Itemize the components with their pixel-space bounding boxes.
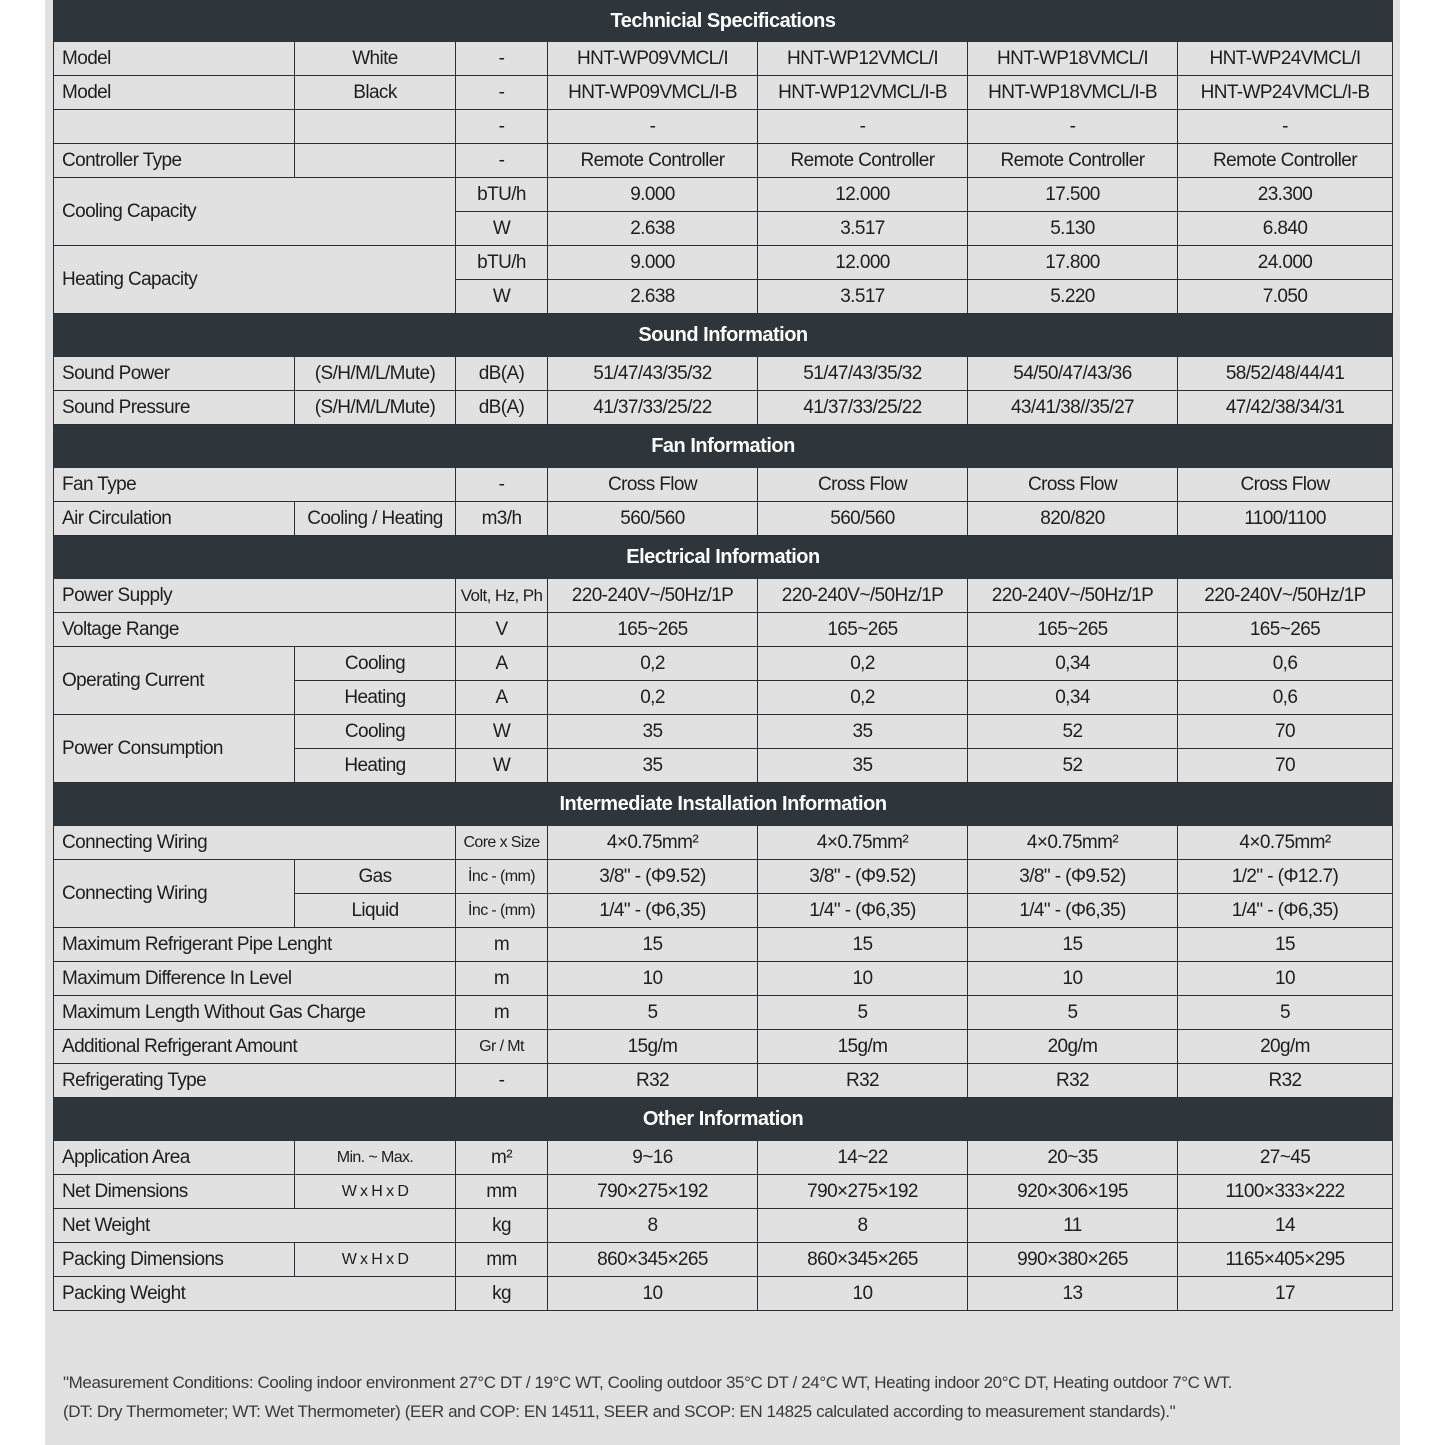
table-row-air-circulation: [54, 502, 1393, 536]
cell-value: 2.638: [548, 280, 758, 314]
row-unit: W: [456, 749, 548, 783]
cell-value: R32: [1178, 1064, 1393, 1098]
section-title: Sound Information: [54, 314, 1393, 357]
section-header-technical: [54, 1, 1393, 42]
cell-value: Remote Controller: [968, 144, 1178, 178]
specifications-table: [53, 0, 1393, 1311]
cell-value: 4×0.75mm²: [548, 826, 758, 860]
row-unit: mm: [456, 1243, 548, 1277]
row-unit: -: [456, 468, 548, 502]
cell-value: 0,34: [968, 681, 1178, 715]
row-label: Net Dimensions: [54, 1175, 295, 1209]
row-label: Connecting Wiring: [54, 860, 295, 928]
row-label: Maximum Refrigerant Pipe Lenght: [54, 928, 456, 962]
row-label: Power Consumption: [54, 715, 295, 783]
cell-value: 15: [1178, 928, 1393, 962]
cell-value: 51/47/43/35/32: [548, 357, 758, 391]
cell-value: 17: [1178, 1277, 1393, 1311]
row-sublabel: Cooling / Heating: [295, 502, 456, 536]
row-label: Refrigerating Type: [54, 1064, 456, 1098]
section-header-electrical: [54, 536, 1393, 579]
row-label: Net Weight: [54, 1209, 456, 1243]
row-unit: m3/h: [456, 502, 548, 536]
row-label: Air Circulation: [54, 502, 295, 536]
cell-value: 11: [968, 1209, 1178, 1243]
table-row-heating-capacity-btu: [54, 246, 1393, 280]
cell-value: 0,6: [1178, 681, 1393, 715]
row-sublabel: White: [295, 42, 456, 76]
cell-value: R32: [968, 1064, 1178, 1098]
row-unit: -: [456, 144, 548, 178]
row-sublabel: W x H x D: [295, 1243, 456, 1277]
cell-value: 15: [548, 928, 758, 962]
cell-value: -: [758, 110, 968, 144]
row-label: Sound Power: [54, 357, 295, 391]
row-unit: Core x Size: [456, 826, 548, 860]
row-unit: m²: [456, 1141, 548, 1175]
row-sublabel: Min. ~ Max.: [295, 1141, 456, 1175]
cell-value: Remote Controller: [1178, 144, 1393, 178]
row-unit: dB(A): [456, 391, 548, 425]
row-label: Heating Capacity: [54, 246, 456, 314]
row-unit: bTU/h: [456, 178, 548, 212]
spec-sheet: [45, 0, 1400, 1445]
row-sublabel: Cooling: [295, 647, 456, 681]
table-row-power-supply: [54, 579, 1393, 613]
row-unit: Volt, Hz, Ph: [456, 579, 548, 613]
table-row-max-pipe-length: [54, 928, 1393, 962]
cell-value: 0,2: [548, 681, 758, 715]
cell-value: 10: [548, 1277, 758, 1311]
cell-value: R32: [548, 1064, 758, 1098]
row-unit: W: [456, 280, 548, 314]
cell-value: 10: [758, 1277, 968, 1311]
cell-value: 4×0.75mm²: [968, 826, 1178, 860]
cell-value: 0,2: [758, 681, 968, 715]
cell-value: 820/820: [968, 502, 1178, 536]
row-sublabel: Heating: [295, 749, 456, 783]
table-row-blank: [54, 110, 1393, 144]
cell-value: 52: [968, 749, 1178, 783]
row-label: Packing Weight: [54, 1277, 456, 1311]
row-unit: m: [456, 928, 548, 962]
section-title: Other Information: [54, 1098, 1393, 1141]
row-unit: m: [456, 996, 548, 1030]
measurement-footnote: [63, 1368, 1383, 1426]
cell-value: HNT-WP18VMCL/I: [968, 42, 1178, 76]
row-label: Additional Refrigerant Amount: [54, 1030, 456, 1064]
cell-value: 9.000: [548, 178, 758, 212]
cell-value: 220-240V~/50Hz/1P: [1178, 579, 1393, 613]
section-title: Intermediate Installation Information: [54, 783, 1393, 826]
cell-value: 23.300: [1178, 178, 1393, 212]
cell-value: 14~22: [758, 1141, 968, 1175]
cell-value: 35: [758, 715, 968, 749]
cell-value: 58/52/48/44/41: [1178, 357, 1393, 391]
table-row-max-level-difference: [54, 962, 1393, 996]
table-row-application-area: [54, 1141, 1393, 1175]
row-label: Sound Pressure: [54, 391, 295, 425]
row-sublabel: W x H x D: [295, 1175, 456, 1209]
cell-value: 1/4" - (Φ6,35): [758, 894, 968, 928]
row-sublabel: Cooling: [295, 715, 456, 749]
cell-value: Cross Flow: [1178, 468, 1393, 502]
row-sublabel: [295, 110, 456, 144]
cell-value: 0,6: [1178, 647, 1393, 681]
cell-value: 17.800: [968, 246, 1178, 280]
cell-value: 8: [548, 1209, 758, 1243]
row-label: [54, 110, 295, 144]
cell-value: 860×345×265: [758, 1243, 968, 1277]
cell-value: 52: [968, 715, 1178, 749]
cell-value: 4×0.75mm²: [1178, 826, 1393, 860]
table-row-net-weight: [54, 1209, 1393, 1243]
table-row-net-dimensions: [54, 1175, 1393, 1209]
cell-value: 1100/1100: [1178, 502, 1393, 536]
cell-value: Remote Controller: [548, 144, 758, 178]
cell-value: 15: [758, 928, 968, 962]
row-unit: bTU/h: [456, 246, 548, 280]
cell-value: 5.220: [968, 280, 1178, 314]
section-header-installation: [54, 783, 1393, 826]
cell-value: 6.840: [1178, 212, 1393, 246]
footnote-line-1: "Measurement Conditions: Cooling indoor environment 27°C DT / 19°C WT, Cooling outdoor 35°C DT / 24°C WT, Heating indoor 20°C DT, Heating outdoor 7°C WT.: [63, 1373, 1232, 1392]
cell-value: 41/37/33/25/22: [548, 391, 758, 425]
cell-value: 35: [548, 715, 758, 749]
cell-value: 1/4" - (Φ6,35): [548, 894, 758, 928]
cell-value: Remote Controller: [758, 144, 968, 178]
cell-value: 165~265: [758, 613, 968, 647]
cell-value: Cross Flow: [548, 468, 758, 502]
table-row-additional-refrigerant: [54, 1030, 1393, 1064]
section-title: Technicial Specifications: [54, 1, 1393, 42]
cell-value: 1/2" - (Φ12.7): [1178, 860, 1393, 894]
row-sublabel: [295, 144, 456, 178]
cell-value: 15g/m: [548, 1030, 758, 1064]
row-sublabel: Gas: [295, 860, 456, 894]
row-unit: Gr / Mt: [456, 1030, 548, 1064]
row-unit: kg: [456, 1277, 548, 1311]
row-unit: kg: [456, 1209, 548, 1243]
cell-value: 12.000: [758, 246, 968, 280]
table-row-model-black: [54, 76, 1393, 110]
cell-value: 220-240V~/50Hz/1P: [968, 579, 1178, 613]
cell-value: 560/560: [548, 502, 758, 536]
cell-value: 47/42/38/34/31: [1178, 391, 1393, 425]
row-unit: -: [456, 42, 548, 76]
row-label: Application Area: [54, 1141, 295, 1175]
row-label: Model: [54, 76, 295, 110]
cell-value: 3/8" - (Φ9.52): [968, 860, 1178, 894]
row-label: Voltage Range: [54, 613, 456, 647]
table-row-packing-weight: [54, 1277, 1393, 1311]
row-label: Operating Current: [54, 647, 295, 715]
row-unit: W: [456, 715, 548, 749]
cell-value: 10: [758, 962, 968, 996]
cell-value: 15: [968, 928, 1178, 962]
row-label: Controller Type: [54, 144, 295, 178]
row-unit: -: [456, 110, 548, 144]
cell-value: 9.000: [548, 246, 758, 280]
cell-value: 2.638: [548, 212, 758, 246]
cell-value: 3.517: [758, 212, 968, 246]
row-sublabel: Liquid: [295, 894, 456, 928]
table-row-controller-type: [54, 144, 1393, 178]
table-row-model-white: [54, 42, 1393, 76]
cell-value: 70: [1178, 715, 1393, 749]
row-label: Maximum Length Without Gas Charge: [54, 996, 456, 1030]
cell-value: 17.500: [968, 178, 1178, 212]
cell-value: 54/50/47/43/36: [968, 357, 1178, 391]
row-unit: A: [456, 681, 548, 715]
section-title: Electrical Information: [54, 536, 1393, 579]
cell-value: HNT-WP24VMCL/I: [1178, 42, 1393, 76]
section-header-fan: [54, 425, 1393, 468]
cell-value: 790×275×192: [548, 1175, 758, 1209]
cell-value: Cross Flow: [968, 468, 1178, 502]
cell-value: 0,2: [548, 647, 758, 681]
cell-value: 165~265: [548, 613, 758, 647]
cell-value: 27~45: [1178, 1141, 1393, 1175]
row-unit: İnc - (mm): [456, 894, 548, 928]
cell-value: 560/560: [758, 502, 968, 536]
row-label: Cooling Capacity: [54, 178, 456, 246]
cell-value: 43/41/38//35/27: [968, 391, 1178, 425]
cell-value: 20~35: [968, 1141, 1178, 1175]
cell-value: 12.000: [758, 178, 968, 212]
row-unit: A: [456, 647, 548, 681]
cell-value: 10: [1178, 962, 1393, 996]
cell-value: 5.130: [968, 212, 1178, 246]
cell-value: 5: [548, 996, 758, 1030]
table-row-power-consumption-cooling: [54, 715, 1393, 749]
cell-value: 9~16: [548, 1141, 758, 1175]
footnote-line-2: (DT: Dry Thermometer; WT: Wet Thermometer) (EER and COP: EN 14511, SEER and SCOP: EN 14825 calculated according to measurement standards).": [63, 1402, 1176, 1421]
cell-value: 3/8" - (Φ9.52): [548, 860, 758, 894]
cell-value: 3/8" - (Φ9.52): [758, 860, 968, 894]
row-label: Maximum Difference In Level: [54, 962, 456, 996]
table-row-cooling-capacity-btu: [54, 178, 1393, 212]
cell-value: 5: [1178, 996, 1393, 1030]
cell-value: 10: [968, 962, 1178, 996]
cell-value: 1/4" - (Φ6,35): [968, 894, 1178, 928]
table-row-packing-dimensions: [54, 1243, 1393, 1277]
section-header-sound: [54, 314, 1393, 357]
cell-value: HNT-WP18VMCL/I-B: [968, 76, 1178, 110]
cell-value: HNT-WP09VMCL/I: [548, 42, 758, 76]
cell-value: 790×275×192: [758, 1175, 968, 1209]
section-title: Fan Information: [54, 425, 1393, 468]
cell-value: 220-240V~/50Hz/1P: [758, 579, 968, 613]
cell-value: 165~265: [1178, 613, 1393, 647]
cell-value: 13: [968, 1277, 1178, 1311]
row-unit: m: [456, 962, 548, 996]
cell-value: 10: [548, 962, 758, 996]
cell-value: -: [968, 110, 1178, 144]
cell-value: 20g/m: [968, 1030, 1178, 1064]
table-row-fan-type: [54, 468, 1393, 502]
cell-value: HNT-WP09VMCL/I-B: [548, 76, 758, 110]
cell-value: 7.050: [1178, 280, 1393, 314]
row-unit: W: [456, 212, 548, 246]
table-row-operating-current-cooling: [54, 647, 1393, 681]
cell-value: 51/47/43/35/32: [758, 357, 968, 391]
row-sublabel: Heating: [295, 681, 456, 715]
cell-value: HNT-WP12VMCL/I-B: [758, 76, 968, 110]
row-label: Connecting Wiring: [54, 826, 456, 860]
row-unit: mm: [456, 1175, 548, 1209]
row-label: Fan Type: [54, 468, 456, 502]
cell-value: 165~265: [968, 613, 1178, 647]
table-row-sound-power: [54, 357, 1393, 391]
cell-value: 220-240V~/50Hz/1P: [548, 579, 758, 613]
cell-value: 1165×405×295: [1178, 1243, 1393, 1277]
cell-value: 4×0.75mm²: [758, 826, 968, 860]
table-row-max-length-no-charge: [54, 996, 1393, 1030]
cell-value: 41/37/33/25/22: [758, 391, 968, 425]
cell-value: -: [548, 110, 758, 144]
row-label: Model: [54, 42, 295, 76]
section-header-other: [54, 1098, 1393, 1141]
cell-value: 990×380×265: [968, 1243, 1178, 1277]
cell-value: HNT-WP24VMCL/I-B: [1178, 76, 1393, 110]
cell-value: 5: [758, 996, 968, 1030]
cell-value: -: [1178, 110, 1393, 144]
cell-value: 1100×333×222: [1178, 1175, 1393, 1209]
cell-value: 8: [758, 1209, 968, 1243]
cell-value: 1/4" - (Φ6,35): [1178, 894, 1393, 928]
row-unit: -: [456, 76, 548, 110]
cell-value: R32: [758, 1064, 968, 1098]
table-row-refrigerant-type: [54, 1064, 1393, 1098]
cell-value: 14: [1178, 1209, 1393, 1243]
cell-value: 24.000: [1178, 246, 1393, 280]
cell-value: HNT-WP12VMCL/I: [758, 42, 968, 76]
row-sublabel: (S/H/M/L/Mute): [295, 357, 456, 391]
cell-value: 20g/m: [1178, 1030, 1393, 1064]
table-row-pipe-gas: [54, 860, 1393, 894]
row-unit: İnc - (mm): [456, 860, 548, 894]
row-unit: V: [456, 613, 548, 647]
cell-value: 920×306×195: [968, 1175, 1178, 1209]
table-row-connecting-wiring: [54, 826, 1393, 860]
cell-value: Cross Flow: [758, 468, 968, 502]
row-unit: dB(A): [456, 357, 548, 391]
row-sublabel: Black: [295, 76, 456, 110]
row-label: Power Supply: [54, 579, 456, 613]
row-sublabel: (S/H/M/L/Mute): [295, 391, 456, 425]
cell-value: 35: [548, 749, 758, 783]
row-unit: -: [456, 1064, 548, 1098]
cell-value: 3.517: [758, 280, 968, 314]
cell-value: 35: [758, 749, 968, 783]
cell-value: 0,2: [758, 647, 968, 681]
cell-value: 0,34: [968, 647, 1178, 681]
cell-value: 15g/m: [758, 1030, 968, 1064]
cell-value: 860×345×265: [548, 1243, 758, 1277]
row-label: Packing Dimensions: [54, 1243, 295, 1277]
table-row-sound-pressure: [54, 391, 1393, 425]
cell-value: 5: [968, 996, 1178, 1030]
table-row-voltage-range: [54, 613, 1393, 647]
cell-value: 70: [1178, 749, 1393, 783]
